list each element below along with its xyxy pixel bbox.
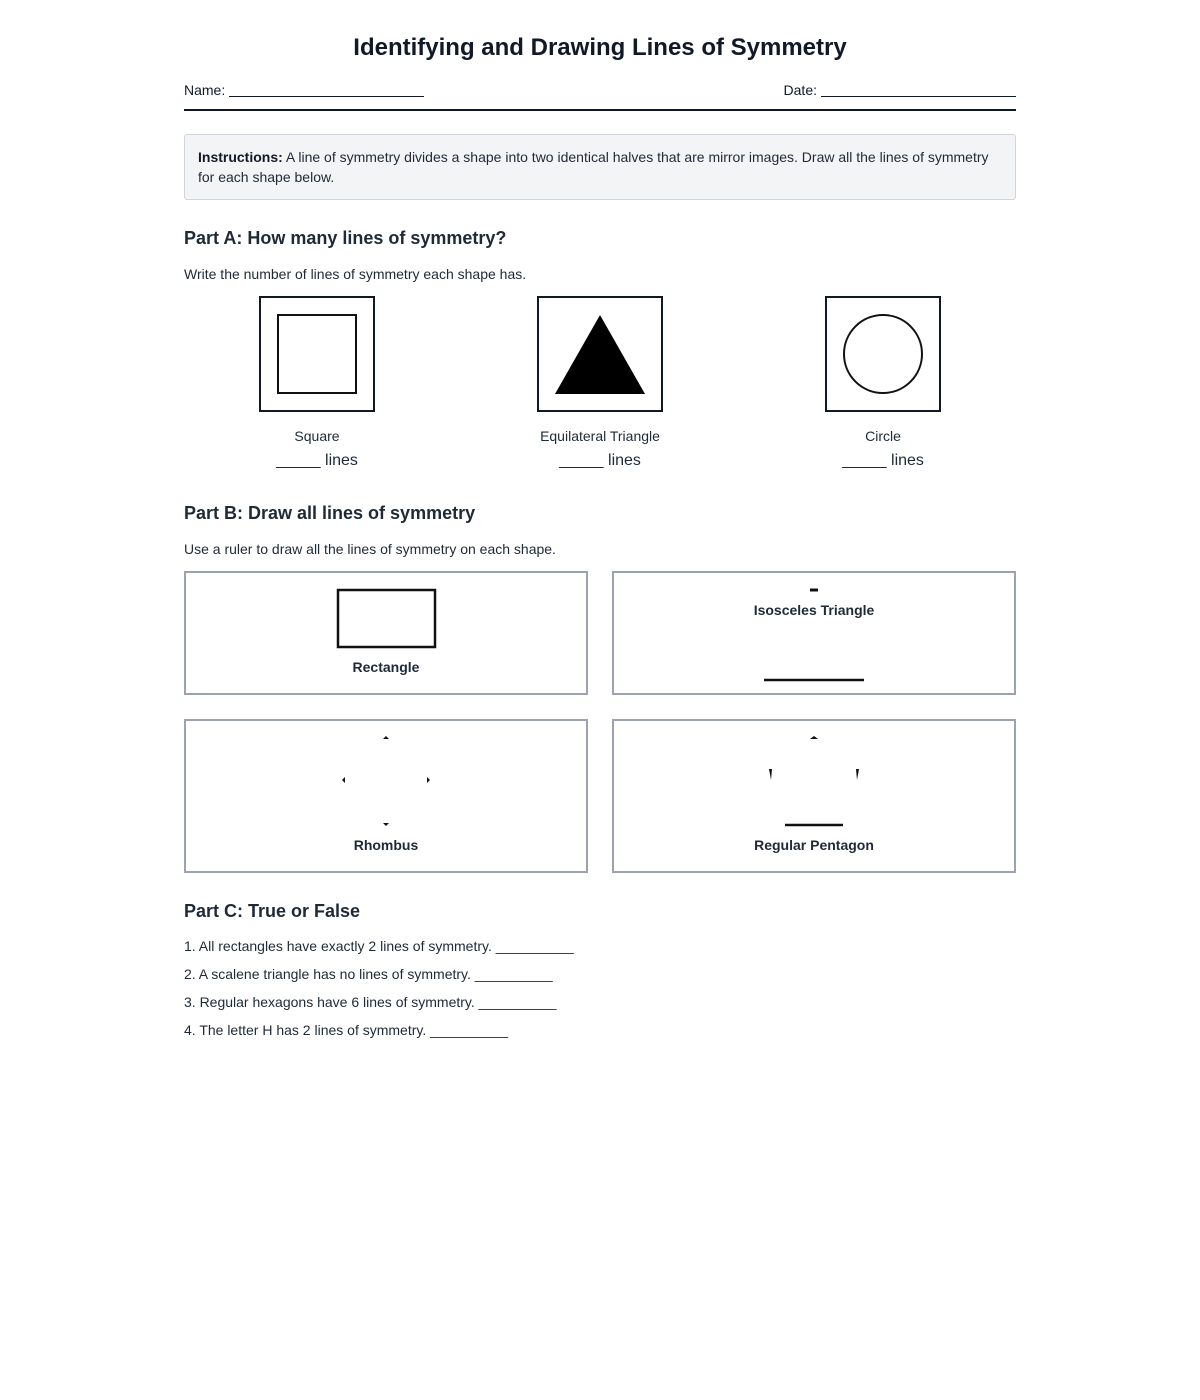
rectangle-card[interactable]	[184, 571, 588, 695]
name-date-row	[184, 80, 1016, 111]
name-label: Name:	[184, 82, 226, 98]
rectangle-label: Rectangle	[352, 659, 420, 675]
true-false-question[interactable]: 3. Regular hexagons have 6 lines of symmetry. __________	[184, 994, 557, 1010]
pentagon-label: Regular Pentagon	[754, 837, 874, 853]
name-blank[interactable]	[229, 82, 424, 97]
square-label: Square	[294, 428, 340, 444]
equilateral-triangle-shape	[539, 298, 661, 410]
name-field[interactable]	[184, 82, 424, 98]
true-false-question[interactable]: 2. A scalene triangle has no lines of symmetry. __________	[184, 966, 553, 982]
pentagon-card[interactable]	[612, 719, 1016, 873]
rhombus-label: Rhombus	[353, 837, 419, 853]
isosceles-triangle-card[interactable]	[612, 571, 1016, 695]
part-a-heading: Part A: How many lines of symmetry?	[184, 228, 507, 248]
instructions-lead: Instructions:	[198, 149, 283, 165]
circle-shape	[827, 298, 939, 410]
true-false-question[interactable]: 1. All rectangles have exactly 2 lines of symmetry. __________	[184, 938, 574, 954]
isosceles-triangle-shape	[614, 573, 1014, 693]
square-answer[interactable]: _____ lines	[276, 452, 358, 469]
part-c-heading: Part C: True or False	[184, 901, 361, 921]
circle-label: Circle	[865, 428, 901, 444]
rectangle-shape	[186, 573, 586, 693]
true-false-question[interactable]: 4. The letter H has 2 lines of symmetry. __________	[184, 1022, 508, 1038]
part-b-heading: Part B: Draw all lines of symmetry	[184, 503, 476, 523]
instructions-box	[184, 134, 1016, 200]
date-blank[interactable]	[821, 82, 1016, 97]
triangle-label: Equilateral Triangle	[540, 428, 660, 444]
isosceles-triangle-label: Isosceles Triangle	[753, 602, 875, 618]
part-b-prompt: Use a ruler to draw all the lines of symmetry on each shape.	[184, 541, 556, 557]
triangle-answer[interactable]: _____ lines	[559, 452, 641, 469]
square-frame	[259, 296, 375, 412]
date-field[interactable]	[784, 82, 1016, 98]
date-label: Date:	[783, 82, 817, 98]
rhombus-card[interactable]	[184, 719, 588, 873]
page-title: Identifying and Drawing Lines of Symmetry	[353, 34, 847, 61]
circle-frame	[825, 296, 941, 412]
square-shape	[261, 298, 373, 410]
instructions-text: A line of symmetry divides a shape into two identical halves that are mirror images. Draw all the lines of symmetry for each shape below.	[198, 149, 989, 185]
part-a-prompt: Write the number of lines of symmetry each shape has.	[184, 266, 527, 282]
triangle-frame	[537, 296, 663, 412]
circle-answer[interactable]: _____ lines	[842, 452, 924, 469]
